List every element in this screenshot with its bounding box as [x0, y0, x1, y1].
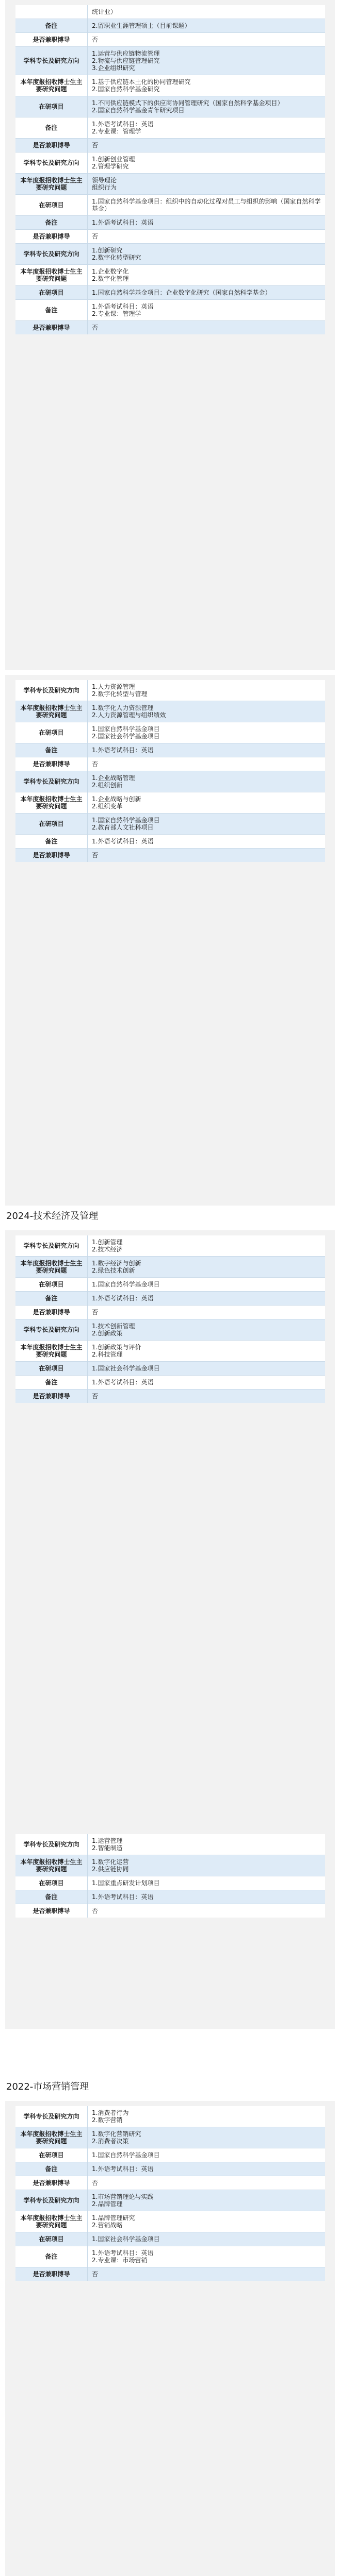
table-row [15, 33, 325, 47]
table-row [15, 1876, 325, 1890]
row-label: 备注 [15, 1376, 88, 1389]
sheet-4 [15, 1834, 325, 1918]
row-label: 在研项目 [15, 2232, 88, 2246]
table-row [15, 300, 325, 321]
table-row [15, 2246, 325, 2267]
row-label: 是否兼职博导 [15, 1306, 88, 1319]
row-value: 否 [92, 36, 99, 43]
table-row [15, 216, 325, 230]
row-label: 学科专长及研究方向 [15, 152, 88, 173]
row-label: 备注 [15, 835, 88, 848]
row-label: 在研项目 [15, 1876, 88, 1890]
row-value: 否 [92, 324, 99, 331]
row-value: 1.国家重点研发计划项目 [92, 1879, 160, 1887]
row-label: 是否兼职博导 [15, 230, 88, 243]
row-value: 统计业） [92, 8, 117, 15]
row-label: 在研项目 [15, 2148, 88, 2162]
table-row [15, 1362, 325, 1376]
table-row [15, 1292, 325, 1306]
row-label: 备注 [15, 19, 88, 32]
row-value: 1.外语考试科目：英语 [92, 747, 154, 754]
row-value: 否 [92, 1393, 99, 1400]
table-row [15, 2148, 325, 2162]
table-row [15, 2162, 325, 2176]
row-label: 学科专长及研究方向 [15, 1834, 88, 1855]
row-value: 否 [92, 2270, 99, 2278]
table-row [15, 701, 325, 722]
table-row [15, 195, 325, 216]
sheet-1 [15, 5, 325, 334]
row-value: 1.市场营销理论与实践 2.品牌管理 [92, 2193, 154, 2208]
row-value: 否 [92, 233, 99, 240]
row-value: 1.运营管理 2.智能制造 [92, 1837, 123, 1852]
row-value: 1.人力资源管理 2.数字化转型与管理 [92, 683, 148, 698]
row-value: 1.技术创新管理 2.创新政策 [92, 1323, 135, 1337]
row-value: 2.留职业生涯管理硕士（目前课题） [92, 22, 191, 29]
table-row [15, 792, 325, 814]
table-row [15, 1389, 325, 1403]
table-row [15, 757, 325, 771]
row-value: 1.数字经济与创新 2.绿色技术创新 [92, 1260, 141, 1274]
row-value: 1.外语考试科目：英语 [92, 1295, 154, 1302]
sheet-3 [15, 1235, 325, 1403]
row-label: 备注 [15, 216, 88, 229]
row-label: 学科专长及研究方向 [15, 771, 88, 792]
table-row [15, 835, 325, 849]
table-row [15, 771, 325, 792]
row-label: 备注 [15, 2246, 88, 2267]
sheet-5 [15, 2106, 325, 2281]
row-value: 1.品牌管理研究 2.营销战略 [92, 2214, 135, 2229]
row-label: 学科专长及研究方向 [15, 47, 88, 75]
table-row [15, 814, 325, 835]
row-value: 1.外语考试科目：英语 2.专业课：管理学 [92, 121, 154, 135]
row-value: 1.国家社会科学基金项目 [92, 1365, 160, 1372]
table-row [15, 2106, 325, 2127]
table-row [15, 117, 325, 139]
row-value: 1.企业战略与创新 2.组织变革 [92, 795, 141, 810]
row-value: 否 [92, 142, 99, 149]
row-value: 1.数字化人力资源管理 2.人力资源管理与组织绩效 [92, 704, 166, 719]
row-label: 是否兼职博导 [15, 321, 88, 334]
row-value: 1.数字化运营 2.供应链协同 [92, 1858, 129, 1873]
row-label: 备注 [15, 1890, 88, 1904]
row-value: 1.外语考试科目：英语 [92, 219, 154, 226]
row-label: 是否兼职博导 [15, 2176, 88, 2190]
table-row [15, 1341, 325, 1362]
row-label: 是否兼职博导 [15, 1389, 88, 1403]
table-row [15, 2127, 325, 2148]
row-label: 本年度报招收博士生主要研究问题 [15, 2211, 88, 2232]
table-row [15, 1904, 325, 1918]
row-value: 否 [92, 1907, 99, 1914]
row-label: 学科专长及研究方向 [15, 1235, 88, 1256]
row-value: 1.外语考试科目：英语 2.专业课：市场营销 [92, 2249, 154, 2264]
table-row [15, 2232, 325, 2246]
row-label: 是否兼职博导 [15, 1904, 88, 1918]
table-row [15, 152, 325, 174]
row-value: 1.企业战略管理 2.组织创新 [92, 774, 135, 789]
row-value: 1.消费者行为 2.数字营销 [92, 2109, 129, 2124]
row-value: 1.数字化营销研究 2.消费者决策 [92, 2130, 141, 2145]
row-label: 是否兼职博导 [15, 849, 88, 862]
table-row [15, 849, 325, 862]
table-row [15, 743, 325, 757]
row-value: 1.运营与供应链物流管理 2.物流与供应链管理研究 3.企业组织研究 [92, 50, 160, 72]
table-row [15, 174, 325, 195]
row-label: 本年度报招收博士生主要研究问题 [15, 1341, 88, 1361]
row-label: 在研项目 [15, 96, 88, 117]
row-value: 1.国家自然科学基金项目 [92, 2151, 160, 2159]
row-label: 备注 [15, 300, 88, 320]
row-value: 领导理论 组织行为 [92, 177, 117, 191]
table-row [15, 2176, 325, 2190]
row-label: 备注 [15, 2162, 88, 2176]
row-label: 学科专长及研究方向 [15, 244, 88, 264]
row-label: 是否兼职博导 [15, 139, 88, 152]
row-label: 本年度报招收博士生主要研究问题 [15, 701, 88, 722]
table-row [15, 680, 325, 701]
row-label: 学科专长及研究方向 [15, 2190, 88, 2211]
row-value: 1.创新创业管理 2.管理学研究 [92, 156, 135, 170]
table-row [15, 75, 325, 96]
row-label: 本年度报招收博士生主要研究问题 [15, 792, 88, 813]
table-row [15, 1319, 325, 1341]
row-label: 在研项目 [15, 286, 88, 299]
row-value: 否 [92, 1309, 99, 1316]
table-row [15, 1376, 325, 1389]
row-label: 本年度报招收博士生主要研究问题 [15, 1855, 88, 1876]
table-row [15, 96, 325, 117]
row-value: 1.外语考试科目：英语 [92, 838, 154, 845]
row-label: 备注 [15, 743, 88, 757]
row-value: 1.国家自然科学基金项目 2.国家社会科学基金项目 [92, 725, 160, 740]
row-value: 否 [92, 2179, 99, 2187]
row-value: 否 [92, 760, 99, 768]
row-value: 1.创新政策与评价 2.科技管理 [92, 1344, 141, 1358]
table-row [15, 5, 325, 19]
table-row [15, 1834, 325, 1855]
row-label: 本年度报招收博士生主要研究问题 [15, 2127, 88, 2148]
row-value: 否 [92, 852, 99, 859]
section-title-tech: 2024-技术经济及管理 [6, 1211, 99, 1222]
table-row [15, 2211, 325, 2232]
table-row [15, 2190, 325, 2211]
row-label: 在研项目 [15, 722, 88, 743]
row-value: 1.国家自然科学基金项目：企业数字化研究（国家自然科学基金） [92, 289, 271, 296]
table-row [15, 321, 325, 334]
row-label: 在研项目 [15, 195, 88, 215]
row-label: 在研项目 [15, 1362, 88, 1375]
row-value: 1.国家自然科学基金项目 [92, 1281, 160, 1288]
table-row [15, 1855, 325, 1876]
row-label: 是否兼职博导 [15, 757, 88, 771]
row-value: 1.企业数字化 2.数字化管理 [92, 268, 129, 282]
table-row [15, 1890, 325, 1904]
row-label: 本年度报招收博士生主要研究问题 [15, 75, 88, 96]
row-label: 是否兼职博导 [15, 2267, 88, 2281]
table-row [15, 1235, 325, 1257]
row-value: 1.国家社会科学基金项目 [92, 2235, 160, 2243]
row-value: 1.基于供应链本土化的协同管理研究 2.国家自然科学基金研究 [92, 78, 191, 93]
row-value: 1.国家自然科学基金项目 2.教育部人文社科项目 [92, 817, 160, 831]
row-value: 1.不同供应链模式下的供应商协同管理研究（国家自然科学基金项目） 2.国家自然科学基金青年研究项目 [92, 99, 284, 114]
table-row [15, 19, 325, 33]
row-label: 备注 [15, 1292, 88, 1305]
row-label: 备注 [15, 117, 88, 138]
row-label: 学科专长及研究方向 [15, 2106, 88, 2127]
table-row [15, 722, 325, 743]
row-label: 学科专长及研究方向 [15, 680, 88, 701]
section-title-marketing: 2022-市场营销管理 [6, 2081, 89, 2092]
row-value: 1.外语考试科目：英语 [92, 2165, 154, 2173]
table-row [15, 1257, 325, 1278]
row-value: 1.外语考试科目：英语 [92, 1893, 154, 1901]
table-row [15, 47, 325, 75]
row-value: 1.外语考试科目：英语 2.专业课：管理学 [92, 303, 154, 317]
sheet-2 [15, 680, 325, 862]
table-row [15, 1278, 325, 1292]
table-row [15, 265, 325, 286]
row-value: 1.创新研究 2.数字化转型研究 [92, 247, 141, 261]
row-value: 1.创新管理 2.技术经济 [92, 1239, 123, 1253]
table-row [15, 286, 325, 300]
row-value: 1.国家自然科学基金项目：组织中的自动化过程对员工与组织的影响（国家自然科学基金） [92, 198, 321, 212]
row-label: 学科专长及研究方向 [15, 1319, 88, 1340]
table-row [15, 139, 325, 152]
row-label: 本年度报招收博士生主要研究问题 [15, 265, 88, 285]
row-label: 本年度报招收博士生主要研究问题 [15, 1257, 88, 1277]
row-label [15, 5, 88, 19]
row-label: 在研项目 [15, 1278, 88, 1291]
table-row [15, 2267, 325, 2281]
row-label: 是否兼职博导 [15, 33, 88, 46]
table-row [15, 230, 325, 244]
table-row [15, 244, 325, 265]
row-value: 1.外语考试科目：英语 [92, 1379, 154, 1386]
row-label: 本年度报招收博士生主要研究问题 [15, 174, 88, 194]
row-label: 在研项目 [15, 814, 88, 834]
table-row [15, 1306, 325, 1319]
